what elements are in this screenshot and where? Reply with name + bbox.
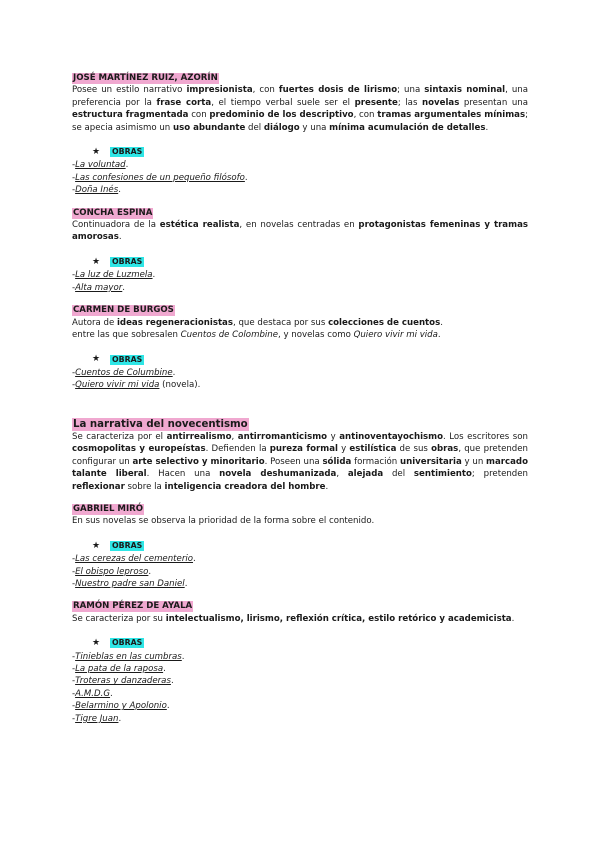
author-description-continued xyxy=(72,329,528,341)
bold-text: antinoventayochismo xyxy=(339,431,444,442)
bold-text: estética realista xyxy=(159,220,240,231)
obras-label: OBRAS xyxy=(112,540,143,550)
bold-text: pureza formal xyxy=(269,444,338,455)
bold-text: sentimiento xyxy=(413,469,472,480)
text-run: ; las xyxy=(397,97,422,108)
work-suffix: . xyxy=(118,713,122,724)
work-title: La luz de Luzmela xyxy=(75,270,153,281)
text-run: Continuadora de la xyxy=(72,220,160,231)
work-title: Doña Inés xyxy=(75,185,119,196)
obras-heading xyxy=(92,353,528,365)
bold-text: novela deshumanizada xyxy=(219,469,337,480)
author-description xyxy=(72,515,528,527)
author-description xyxy=(72,613,528,625)
author-heading: RAMÓN PÉREZ DE AYALA xyxy=(73,601,193,612)
work-item xyxy=(72,688,528,700)
author-heading: CARMEN DE BURGOS xyxy=(73,305,174,316)
work-suffix: (novela). xyxy=(159,380,201,391)
work-suffix: . xyxy=(152,270,156,281)
work-bullet: - xyxy=(72,664,76,675)
bold-text: colecciones de cuentos xyxy=(328,317,441,328)
work-bullet: - xyxy=(72,380,76,391)
work-item xyxy=(72,566,528,578)
obras-label: OBRAS xyxy=(112,354,143,364)
section-gabriel-miro xyxy=(72,503,528,590)
text-run: . xyxy=(325,481,329,492)
text-run: . xyxy=(118,232,122,243)
work-bullet: - xyxy=(72,270,76,281)
work-suffix: . xyxy=(170,676,174,687)
star-icon: ★ xyxy=(92,354,101,365)
text-run: formación xyxy=(351,456,400,467)
text-run: ; una xyxy=(397,85,425,96)
work-title: La pata de la raposa xyxy=(75,664,164,675)
star-icon: ★ xyxy=(92,256,101,267)
work-title: A.M.D.G xyxy=(75,688,111,699)
bold-text: sintaxis nominal xyxy=(424,85,506,96)
section-ramon-perez-de-ayala xyxy=(72,600,528,725)
text-run: sobre la xyxy=(124,481,165,492)
work-title: Troteras y danzaderas xyxy=(75,676,171,687)
work-item xyxy=(72,553,528,565)
section-azorin xyxy=(72,72,528,197)
obras-heading xyxy=(92,256,528,268)
bold-text: intelectualismo, lirismo, reflexión crítica, estilo retórico y academicista xyxy=(165,613,512,624)
text-run: , y novelas como xyxy=(278,329,354,340)
text-run: Autora de xyxy=(72,317,117,328)
work-suffix: . xyxy=(193,554,196,565)
bold-text: sólida xyxy=(322,456,352,467)
text-run: , que pretenden configurar un xyxy=(72,444,528,467)
work-title: El obispo leproso xyxy=(75,566,149,577)
text-run: . Los escritores son xyxy=(443,431,528,442)
work-title: Tigre Juan xyxy=(75,713,119,724)
work-item xyxy=(72,578,528,590)
section-title: La narrativa del novecentismo xyxy=(73,418,248,430)
bold-text: predominio de los descriptivo xyxy=(209,110,354,121)
bold-text: reflexionar xyxy=(72,481,125,492)
bold-text: estilística xyxy=(349,444,397,455)
text-run: , en novelas centradas en xyxy=(239,220,359,231)
work-title: Alta mayor xyxy=(75,282,123,293)
work-suffix: . xyxy=(163,664,166,675)
work-bullet: - xyxy=(72,160,76,171)
work-title: Tinieblas en las cumbras xyxy=(75,651,182,662)
section-novecentismo xyxy=(72,418,528,493)
text-run: del xyxy=(383,469,414,480)
author-description xyxy=(72,317,528,329)
work-bullet: - xyxy=(72,566,76,577)
work-title: Belarmino y Apolonio xyxy=(75,701,167,712)
work-suffix: . xyxy=(184,579,188,589)
works-list xyxy=(72,159,528,196)
bold-text: novelas xyxy=(422,97,460,108)
work-bullet: - xyxy=(72,701,76,712)
work-title: La voluntad xyxy=(75,160,126,171)
work-item xyxy=(72,651,528,663)
text-run: , xyxy=(336,469,348,480)
text-run: del xyxy=(245,122,264,133)
work-item xyxy=(72,663,528,675)
works-list xyxy=(72,553,528,590)
bold-text: antirromanticismo xyxy=(237,431,328,442)
text-run: Se caracteriza por el xyxy=(72,431,167,442)
work-item xyxy=(72,675,528,687)
work-suffix: . xyxy=(118,185,121,196)
work-bullet: - xyxy=(72,282,76,293)
work-suffix: . xyxy=(172,367,176,378)
work-bullet: - xyxy=(72,676,76,687)
work-item xyxy=(72,713,528,725)
section-description xyxy=(72,431,528,493)
work-suffix: . xyxy=(122,282,125,293)
text-run: con xyxy=(188,110,210,121)
text-run: . Defienden la xyxy=(205,444,270,455)
bold-text: obras xyxy=(431,444,459,455)
obras-label: OBRAS xyxy=(112,257,143,267)
work-item xyxy=(72,379,528,391)
work-item xyxy=(72,172,528,184)
text-run: presentan una xyxy=(459,97,528,108)
author-description xyxy=(72,84,528,134)
work-bullet: - xyxy=(72,172,76,183)
bold-text: frase corta xyxy=(156,97,212,108)
bold-text: alejada xyxy=(347,469,384,480)
text-run: y una xyxy=(299,122,330,133)
obras-label: OBRAS xyxy=(112,638,143,648)
work-item xyxy=(72,269,528,281)
text-run: . xyxy=(440,317,443,328)
work-item xyxy=(72,282,528,294)
text-run: ; se apecia asimismo un xyxy=(72,110,528,133)
work-title: Las cerezas del cementerio xyxy=(75,554,194,565)
works-list xyxy=(72,269,528,294)
work-bullet: - xyxy=(72,367,76,378)
text-run: . Poseen una xyxy=(264,456,323,467)
text-run: Se caracteriza por su xyxy=(72,613,166,624)
work-title: Cuentos de Columbine xyxy=(75,367,173,378)
bold-text: protagonistas femeninas y tramas amorosas xyxy=(72,220,528,243)
work-item xyxy=(72,159,528,171)
work-bullet: - xyxy=(72,579,76,589)
text-run: . xyxy=(511,613,515,624)
obras-heading xyxy=(92,540,528,552)
bold-text: marcado talante liberal xyxy=(72,456,528,480)
work-suffix: . xyxy=(166,701,170,712)
text-run: y xyxy=(327,431,340,442)
bold-text: presente xyxy=(354,97,398,108)
text-run: Posee un estilo narrativo xyxy=(72,85,187,96)
work-suffix: . xyxy=(125,160,129,171)
work-title: Nuestro padre san Daniel xyxy=(75,579,185,589)
bold-text: impresionista xyxy=(186,85,253,96)
section-concha-espina xyxy=(72,207,528,294)
italic-text: Cuentos de Colombine xyxy=(180,329,279,340)
text-run: , que destaca por sus xyxy=(232,317,329,328)
star-icon: ★ xyxy=(92,540,101,551)
work-item xyxy=(72,367,528,379)
work-suffix: . xyxy=(110,688,113,699)
bold-text: fuertes dosis de lirismo xyxy=(278,85,398,96)
obras-label: OBRAS xyxy=(112,147,143,157)
bold-text: cosmopolitas y europeístas xyxy=(72,444,206,455)
bold-text: inteligencia creadora del hombre xyxy=(164,481,326,492)
bold-text: diálogo xyxy=(263,122,300,133)
work-bullet: - xyxy=(72,688,76,699)
star-icon: ★ xyxy=(92,147,101,158)
star-icon: ★ xyxy=(92,638,101,649)
bold-text: estructura fragmentada xyxy=(72,110,189,121)
works-list xyxy=(72,651,528,725)
bold-text: ideas regeneracionistas xyxy=(116,317,233,328)
bold-text: arte selectivo y minoritario xyxy=(132,456,265,467)
work-bullet: - xyxy=(72,651,76,662)
text-run: y un xyxy=(461,456,487,467)
author-heading: CONCHA ESPINA xyxy=(73,207,153,218)
work-bullet: - xyxy=(72,554,76,565)
work-suffix: . xyxy=(181,651,185,662)
author-heading: JOSÉ MARTÍNEZ RUIZ, AZORÍN xyxy=(73,73,218,83)
text-run: , el tiempo verbal suele ser el xyxy=(211,97,355,108)
text-run: , una preferencia por la xyxy=(72,85,529,108)
document-content xyxy=(72,72,528,725)
work-bullet: - xyxy=(72,185,76,196)
text-run: . Hacen una xyxy=(146,469,220,480)
text-run: En sus novelas se observa la prioridad de la forma sobre el contenido. xyxy=(72,516,375,527)
work-title: Quiero vivir mi vida xyxy=(75,380,160,391)
text-run: ; pretenden xyxy=(471,469,528,480)
work-item xyxy=(72,184,528,196)
text-run: , con xyxy=(252,85,279,96)
text-run: . xyxy=(485,122,489,133)
text-run: entre las que sobresalen xyxy=(72,329,181,340)
text-run: , xyxy=(231,431,238,442)
bold-text: universitaria xyxy=(399,456,462,467)
author-heading: GABRIEL MIRÓ xyxy=(73,503,144,514)
work-title: Las confesiones de un pequeño filósofo xyxy=(75,172,245,183)
author-description xyxy=(72,219,528,244)
text-run: y xyxy=(337,444,350,455)
bold-text: mínima acumulación de detalles xyxy=(329,122,486,133)
text-run: , con xyxy=(353,110,378,121)
text-run: de sus xyxy=(396,444,432,455)
bold-text: antirrealismo xyxy=(166,431,232,442)
work-suffix: . xyxy=(148,566,152,577)
text-run: . xyxy=(437,329,441,340)
work-suffix: . xyxy=(244,172,248,183)
works-list xyxy=(72,367,528,392)
obras-heading xyxy=(92,146,528,158)
bold-text: uso abundante xyxy=(172,122,246,133)
bold-text: tramas argumentales mínimas xyxy=(377,110,526,121)
work-item xyxy=(72,700,528,712)
obras-heading xyxy=(92,637,528,649)
section-carmen-de-burgos xyxy=(72,304,528,391)
work-bullet: - xyxy=(72,713,76,724)
italic-text: Quiero vivir mi vida xyxy=(353,329,438,340)
